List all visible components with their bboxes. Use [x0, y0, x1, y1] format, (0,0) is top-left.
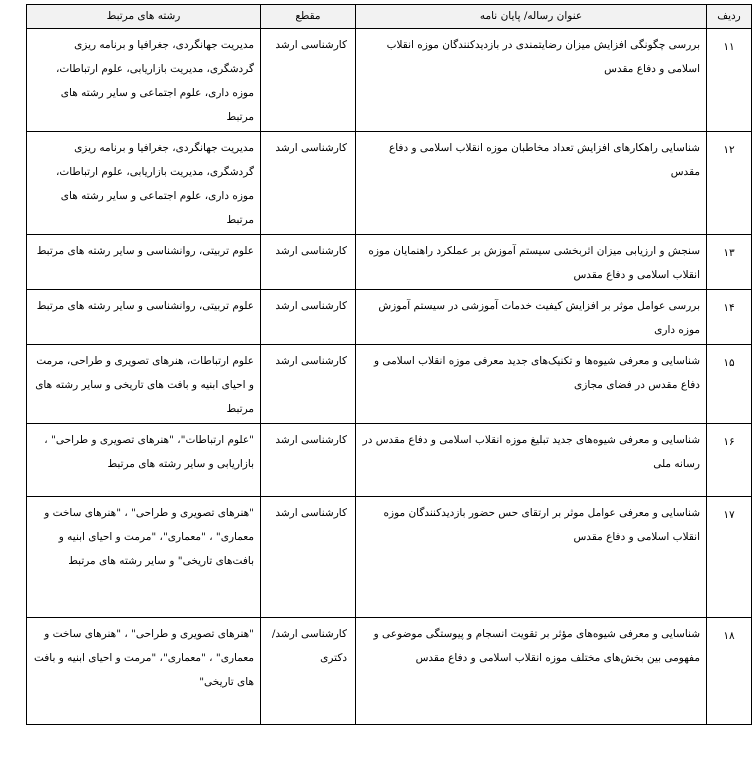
table-row [27, 235, 752, 290]
header-title: عنوان رساله/ پایان نامه [356, 5, 707, 29]
row-title: شناسایی و معرفی شیوه‌ها و تکنیک‌های جدید معرفی موزه انقلاب اسلامی و دفاع مقدس در فضای مجازی [356, 345, 707, 424]
row-fields: علوم ارتباطات، هنرهای تصویری و طراحی، مرمت و احیای ابنیه و بافت های تاریخی و سایر رشته های مرتبط [27, 345, 261, 424]
header-row [27, 5, 752, 29]
header-level: مقطع [261, 5, 356, 29]
table-row [27, 345, 752, 424]
row-level: کارشناسی ارشد [261, 424, 356, 497]
header-row-number: ردیف [707, 5, 752, 29]
row-number: ۱۴ [707, 290, 752, 345]
table-row [27, 29, 752, 132]
row-title: شناسایی و معرفی عوامل موثر بر ارتقای حس حضور بازدیدکنندگان موزه انقلاب اسلامی و دفاع مقدس [356, 497, 707, 618]
row-fields: "علوم ارتباطات"، "هنرهای تصویری و طراحی" ، بازاریابی و سایر رشته های مرتبط [27, 424, 261, 497]
row-number: ۱۳ [707, 235, 752, 290]
table-row [27, 497, 752, 618]
row-fields: "هنرهای تصویری و طراحی" ، "هنرهای ساخت و معماری" ، "معماری"، "مرمت و احیای ابنیه و بافت های تاریخی" [27, 618, 261, 725]
row-number: ۱۷ [707, 497, 752, 618]
thesis-topics-table [26, 4, 752, 725]
row-number: ۱۵ [707, 345, 752, 424]
row-number: ۱۸ [707, 618, 752, 725]
row-number: ۱۲ [707, 132, 752, 235]
row-level: کارشناسی ارشد [261, 132, 356, 235]
row-level: کارشناسی ارشد [261, 345, 356, 424]
header-related-fields: رشته های مرتبط [27, 5, 261, 29]
row-number: ۱۱ [707, 29, 752, 132]
row-level: کارشناسی ارشد [261, 29, 356, 132]
row-fields: مدیریت جهانگردی، جغرافیا و برنامه ریزی گردشگری، مدیریت بازاریابی، علوم ارتباطات، موزه داری، علوم اجتماعی و سایر رشته های مرتبط [27, 29, 261, 132]
row-title: شناسایی و معرفی شیوه‌های جدید تبلیغ موزه انقلاب اسلامی و دفاع مقدس در رسانه ملی [356, 424, 707, 497]
row-title: بررسی چگونگی افزایش میزان رضایتمندی در بازدیدکنندگان موزه انقلاب اسلامی و دفاع مقدس [356, 29, 707, 132]
row-title: سنجش و ارزیابی میزان اثربخشی سیستم آموزش بر عملکرد راهنمایان موزه انقلاب اسلامی و دفاع مقدس [356, 235, 707, 290]
row-level: کارشناسی ارشد/ دکتری [261, 618, 356, 725]
row-title: بررسی عوامل موثر بر افزایش کیفیت خدمات آموزشی در سیستم آموزش موزه داری [356, 290, 707, 345]
row-fields: مدیریت جهانگردی، جغرافیا و برنامه ریزی گردشگری، مدیریت بازاریابی، علوم ارتباطات، موزه داری، علوم اجتماعی و سایر رشته های مرتبط [27, 132, 261, 235]
table-row [27, 290, 752, 345]
row-level: کارشناسی ارشد [261, 497, 356, 618]
table-row [27, 618, 752, 725]
row-number: ۱۶ [707, 424, 752, 497]
row-title: شناسایی راهکارهای افزایش تعداد مخاطبان موزه انقلاب اسلامی و دفاع مقدس [356, 132, 707, 235]
table-row [27, 132, 752, 235]
table-row [27, 424, 752, 497]
row-fields: "هنرهای تصویری و طراحی" ، "هنرهای ساخت و معماری" ، "معماری"، "مرمت و احیای ابنیه و بافت‌های تاریخی" و سایر رشته های مرتبط [27, 497, 261, 618]
row-level: کارشناسی ارشد [261, 290, 356, 345]
row-title: شناسایی و معرفی شیوه‌های مؤثر بر تقویت انسجام و پیوستگی موضوعی و مفهومی بین بخش‌های مختلف موزه انقلاب اسلامی و دفاع مقدس [356, 618, 707, 725]
row-fields: علوم تربیتی، روانشناسی و سایر رشته های مرتبط [27, 290, 261, 345]
row-level: کارشناسی ارشد [261, 235, 356, 290]
row-fields: علوم تربیتی، روانشناسی و سایر رشته های مرتبط [27, 235, 261, 290]
